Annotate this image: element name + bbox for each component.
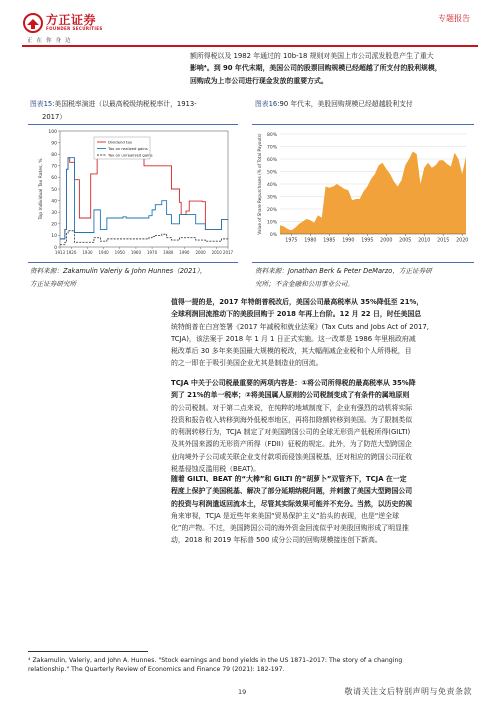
- y-tick-label-5: 50: [51, 187, 57, 193]
- x-tick-label-4: 1950: [114, 250, 125, 255]
- figure-16-label: 图表16:: [255, 100, 280, 108]
- y-axis-label: Top Individual Tax Rates, %: [39, 158, 44, 220]
- p4-line-4: 角来审视，TCJA 是近些年来美国“贸易保护主义”抬头的表现，也是“逆全球: [171, 511, 399, 520]
- x-tick-label-3: 1990: [342, 238, 355, 244]
- figure-15-title-line-2: 2017）: [42, 113, 67, 121]
- y-axis-label: Value of Share Repurchases (% of Total Payouts): [257, 133, 262, 235]
- p3-line-7: 业向境外子公司或关联企业支付款项而侵蚀美国税基，还对相应的跨国公司征收: [171, 452, 413, 461]
- p1-line-3: 回购成为上市公司进行现金发放的重要方式。: [190, 76, 328, 85]
- figure-15-source-line-1: 资料来源：Zakamulin Valeriy & John Hunnes（2021），: [30, 267, 207, 275]
- body-paragraph-2: [171, 296, 473, 370]
- logo-chinese-name: 方正证券: [46, 13, 97, 27]
- y-tick-label-3: 30%: [266, 195, 277, 201]
- x-tick-label-7: 1980: [163, 250, 174, 255]
- x-tick-label-5: 2000: [380, 238, 393, 244]
- footnote-line-1: ⁴ Zakamulin, Valeriy, and John A. Hunnes. "Stock earnings and bond yields in the US 1871–2017: The story of a changing: [28, 657, 403, 664]
- figure-15-title-text: 美国税率演进（以最高税级纳税税率计，1913-: [54, 100, 197, 108]
- y-tick-label-4: 40: [51, 199, 57, 205]
- x-tick-label-11: 2017: [222, 250, 234, 255]
- p4-line-2: 程度上保护了美国税基、解决了部分延期纳税问题，并刺激了美国大型跨国公司: [171, 487, 413, 496]
- body-paragraph-3: [171, 377, 473, 475]
- y-tick-label-7: 70%: [266, 145, 277, 151]
- x-tick-label-1: 1920: [66, 250, 77, 255]
- footnote: [28, 656, 402, 674]
- x-tick-label-7: 2010: [418, 238, 431, 244]
- y-tick-label-3: 30: [51, 211, 57, 216]
- figure-16-title: [255, 98, 413, 110]
- y-tick-label-1: 10: [51, 234, 57, 240]
- p4-line-1: 随着 GILTI、BEAT 的“大棒”和 GILTI 的“胡萝卜”双管齐下，TCJA 在一定: [171, 475, 407, 483]
- p4-line-5: 化”的产物。不过，美国跨国公司的海外资金回流似乎对美股回购形成了明显推: [171, 524, 409, 533]
- p2-line-6: 的之一即在于吸引美国企业尤其是制造业的回流。: [171, 359, 323, 368]
- p2-line-3: 统特朗普在白宫签署《2017 年减税和就业法案》(Tax Cuts and Jobs Act of 2017,: [171, 322, 429, 331]
- y-tick-label-8: 80: [51, 153, 57, 158]
- x-tick-label-6: 1970: [146, 250, 158, 255]
- y-tick-label-5: 50%: [266, 170, 277, 176]
- y-tick-label-6: 60: [51, 176, 57, 182]
- figure-15-label: 图表15:: [30, 100, 55, 108]
- logo-english-name: FOUNDER SECURITIES: [46, 26, 103, 31]
- p3-line-4: 投资和报告收入转移到海外低税率地区，再将扣除额转移到美国。为了限制类似: [171, 415, 413, 424]
- founder-logo-icon: [23, 13, 43, 33]
- repurchase-share-area-chart: [254, 128, 474, 248]
- y-tick-label-7: 70: [51, 164, 57, 170]
- y-tick-label-2: 20: [51, 222, 57, 228]
- p2-line-4: TCJA)，该法案于 2018 年 1 月 1 日正式实施。这一改革是 1986 年里根政府减: [171, 334, 416, 343]
- x-tick-label-9: 2020: [456, 238, 469, 244]
- report-type-label: 专题报告: [438, 14, 470, 23]
- p3-line-8: 税基侵蚀反滥用税（BEAT)。: [171, 465, 261, 474]
- legend-label-2: Tax on unrealized gains: [108, 152, 153, 158]
- p2-line-2: 全球利润回流推动下的美股回购于 2018 年再上台阶。12 月 22 日，时任美国总: [171, 310, 422, 319]
- p3-line-6: 及其外国来源的无形资产所得（FDII）征税的规定。此外，为了防范大型跨国企: [171, 440, 412, 449]
- y-tick-label-4: 40%: [266, 182, 277, 188]
- p1-line-2: 影响⁴。到 90 年代末期，美国公司的股票回购规模已经超越了所支付的股利规模，: [190, 64, 442, 73]
- y-tick-label-1: 10%: [266, 220, 277, 226]
- y-tick-label-9: 90: [51, 141, 57, 147]
- footnote-divider: [28, 651, 148, 652]
- body-paragraph-4: [171, 473, 473, 547]
- p2-line-1: 值得一提的是，2017 年特朗普税改后，美国公司最高税率从 35%降低至 21%，: [171, 298, 424, 306]
- figure-16-title-text: 90 年代末，美股回购规模已经超越股利支付: [279, 100, 413, 108]
- figure-15-source-line-2: 方正证券研究所: [30, 280, 77, 288]
- x-tick-label-0: 1913: [54, 250, 66, 255]
- x-tick-label-1: 1980: [304, 238, 317, 244]
- x-tick-label-0: 1975: [285, 238, 298, 244]
- p2-line-5: 税改革后 30 多年来美国最大规模的税改，其大幅削减企业税和个人所得税，目: [171, 347, 412, 356]
- figure-16-source-line-1: 资料来源：Jonathan Berk & Peter DeMarzo，方正证券研: [255, 267, 432, 275]
- footnote-line-2: relationship." The Quarterly Review of Economics and Finance 79 (2021): 182-197.: [28, 666, 285, 673]
- figure-16-bottom-rule: [252, 262, 474, 263]
- x-tick-label-6: 2005: [399, 238, 412, 244]
- body-paragraph-1: [190, 50, 474, 87]
- page-header: [0, 0, 500, 50]
- tax-rates-line-chart: [34, 125, 232, 258]
- p1-line-1: 额所得税以及 1982 年通过的 10b-18 规则对美国上市公司派发股息产生了重大: [190, 52, 434, 60]
- y-tick-label-0: 0%: [269, 232, 277, 238]
- x-tick-label-10: 2010: [211, 250, 222, 255]
- p4-line-6: 动，2018 和 2019 年标普 500 成分公司的回购规模接连创下新高。: [171, 536, 382, 545]
- x-tick-label-2: 1930: [82, 250, 93, 255]
- y-tick-label-0: 0: [54, 245, 57, 251]
- series-line-1: [60, 158, 228, 239]
- p3-line-2: 到了 21%的单一税率；②将美国属人原则的公司税制变成了有条件的属地原则: [171, 391, 410, 400]
- x-tick-label-5: 1960: [130, 250, 142, 255]
- y-tick-label-8: 80%: [266, 132, 277, 138]
- legend-label-0: Dividend tax: [108, 139, 133, 145]
- figure-15-title: [30, 98, 197, 110]
- x-tick-label-8: 1990: [179, 250, 190, 255]
- figure-16-source-line-2: 究所；不含金融和公用事业公司。: [255, 280, 354, 288]
- chart-legend: [94, 137, 153, 159]
- company-slogan: 正在你身边: [27, 38, 75, 44]
- x-tick-label-3: 1940: [98, 250, 109, 255]
- figure-16-rule: [252, 124, 474, 125]
- p3-line-5: 的利润转移行为，TCJA 制定了对美国跨国公司的全球无形资产低税所得(GILTI): [171, 428, 411, 437]
- x-tick-label-8: 2015: [437, 238, 450, 244]
- disclaimer-notice: 敬请关注文后特别声明与免责条款: [344, 687, 472, 696]
- header-divider: [22, 45, 478, 47]
- x-tick-label-4: 1995: [361, 238, 374, 244]
- p3-line-1: TCJA 中关于公司税最重要的两项内容是：①将公司所得税的最高税率从 35%降: [171, 379, 416, 387]
- y-tick-label-6: 60%: [266, 157, 277, 163]
- p3-line-3: 的公司税制。对于第二点来说，在纯粹的地域制度下，企业有强烈的动机将实际: [171, 403, 413, 412]
- figure-15-bottom-rule: [28, 262, 238, 263]
- p4-line-3: 的投资与利润遣返回流本土，尽管其实际效果可能并不充分。当然，以历史的视: [171, 499, 413, 508]
- y-tick-label-2: 20%: [266, 207, 277, 213]
- x-tick-label-9: 2000: [195, 250, 206, 255]
- repurchase-area: [280, 152, 466, 235]
- y-tick-label-10: 100: [48, 129, 57, 135]
- legend-label-1: Tax on realized gains: [108, 146, 148, 151]
- x-tick-label-2: 1985: [323, 238, 336, 244]
- page-number: 19: [238, 688, 247, 696]
